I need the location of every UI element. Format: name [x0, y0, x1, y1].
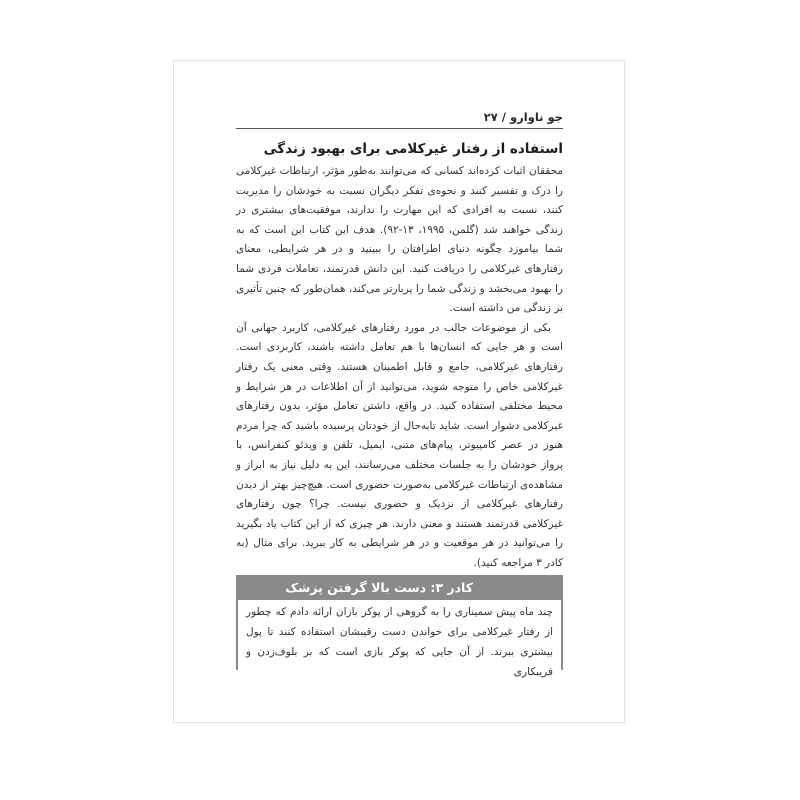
- box-text: چند ماه پیش سمیناری را به گروهی از پوکر بازان ارائه دادم که چطور از رفتار غیرکلامی برای خواندن دست رقیبشان استفاده کنند تا پول بیشتری ببرند. از آن جایی که پوکر بازی است که بر بلوف‌زدن و فریبکاری: [236, 600, 563, 670]
- paragraph: یکی از موضوعات جالب در مورد رفتارهای غیرکلامی، کاربرد جهانی آن است و هر جایی که انسان‌ها با هم تعامل داشته باشند، کاربردی است. رفتارهای غیرکلامی، جامع و قابل اطمینان هستند. وقتی معنی یک رفتار غیرکلامی خاص را متوجه شوید، می‌توانید از آن اطلاعات در هر شرایط و محیط مختلفی استفاده کنید. در واقع، داشتن تعامل مؤثر، بدون رفتارهای غیرکلامی دشوار است. شاید تابه‌حال از خودتان پرسیده باشید که چرا مردم هنوز در عصر کامپیوتر، پیام‌های متنی، ایمیل، تلفن و ویدئو کنفرانس، با پرواز خودشان را به جلسات مختلف می‌رسانند، این به دلیل نیاز به ابراز و مشاهده‌ی ارتباطات غیرکلامی به‌صورت حضوری است. هیچ‌چیز بهتر از دیدن رفتارهای غیرکلامی از نزدیک و حضوری نیست. چرا؟ چون رفتارهای غیرکلامی قدرتمند هستند و معنی دارند. هر چیزی که از این کتاب یاد بگیرید را می‌توانید در هر موقعیت و در هر شرایطی به کار ببرید. برای مثال (به کادر ۳ مراجعه کنید).: [236, 321, 563, 569]
- body-text: [236, 162, 563, 573]
- paragraph: محققان اثبات کرده‌اند کسانی که می‌توانند به‌طور مؤثر، ارتباطات غیرکلامی را درک و تفسیر کنند و نحوه‌ی تفکر دیگران نسبت به خودشان را مدیریت کنند، نسبت به افرادی که این مهارت را ندارند، موفقیت‌های بیشتری در زندگی خواهند شد (گلمن، ۱۹۹۵، ۱۳-۹۲). هدف این کتاب این است که به شما بیاموزد چگونه دنیای اطرافتان را ببینید و در هر شرایطی، معنای رفتارهای غیرکلامی را دریافت کنید. این دانش قدرتمند، تعاملات فردی شما را بهبود می‌بخشد و زندگی شما را پربارتر می‌کند، همان‌طور که چنین تأثیری بر زندگی من داشته است.: [236, 165, 563, 315]
- box-title: کادر ۳: دست بالا گرفتن پزشک: [236, 575, 563, 600]
- running-head: جو ناوارو / ۲۷: [236, 110, 563, 129]
- section-title: استفاده از رفتار غیرکلامی برای بهبود زندگی: [263, 141, 563, 157]
